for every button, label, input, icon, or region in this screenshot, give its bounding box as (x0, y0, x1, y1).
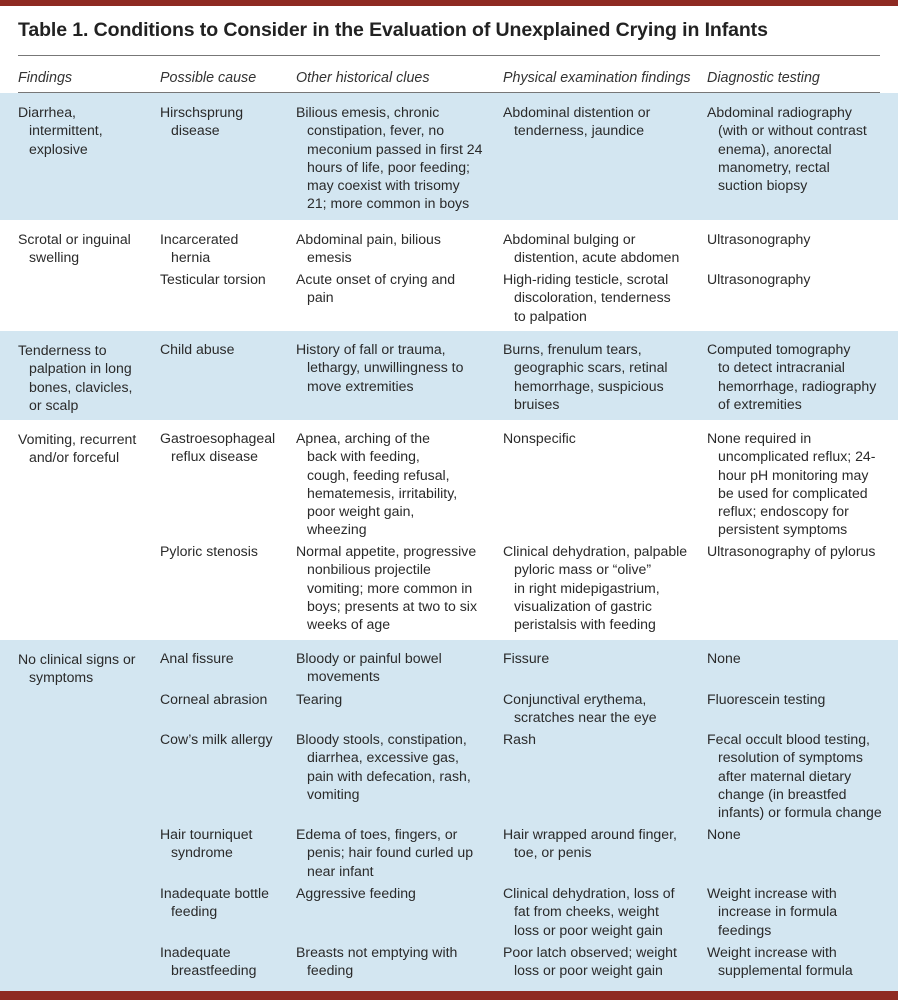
cell-line: Abdominal radiography (707, 104, 852, 120)
cell-line: move extremities (307, 377, 414, 394)
cell-line: change (in breastfed (718, 785, 847, 802)
cell-line: after maternal dietary (718, 767, 852, 784)
title-rule (18, 55, 880, 56)
top-accent-bar (0, 0, 898, 6)
cell-line: Incarcerated (160, 231, 239, 247)
header-historical-clues: Other historical clues (296, 70, 430, 86)
cell-line: 21; more common in boys (307, 195, 470, 212)
history-cell (296, 690, 342, 708)
cell-line: to detect intracranial (718, 359, 845, 376)
cell-line: hemorrhage, radiography (718, 377, 877, 394)
cell-line: scratches near the eye (514, 709, 657, 726)
cell-line: Burns, frenulum tears, (503, 341, 642, 357)
testing-cell (707, 340, 876, 413)
cell-line: None (707, 650, 741, 666)
cell-line: suction biopsy (718, 177, 808, 194)
cell-line: and/or forceful (29, 449, 120, 466)
cell-line: Cow’s milk allergy (160, 731, 273, 747)
cell-line: Fluorescein testing (707, 691, 826, 707)
cell-line: loss or poor weight gain (514, 962, 663, 979)
cell-line: Clinical dehydration, palpable (503, 543, 688, 559)
cell-line: palpation in long (29, 360, 132, 377)
cell-line: Inadequate bottle (160, 885, 269, 901)
cell-line: hernia (171, 249, 211, 266)
testing-cell (707, 649, 741, 667)
cell-line: None required in (707, 430, 812, 446)
cell-line: infants) or formula change (718, 804, 882, 821)
cell-line: penis; hair found curled up (307, 844, 474, 861)
cell-line: persistent symptoms (718, 521, 848, 538)
cell-line: Testicular torsion (160, 271, 266, 287)
exam-cell (503, 542, 687, 633)
cell-line: loss or poor weight gain (514, 921, 663, 938)
history-cell (296, 340, 463, 395)
cause-cell (160, 884, 269, 921)
header-exam-findings: Physical examination findings (503, 70, 691, 86)
cell-line: feeding (307, 962, 354, 979)
cell-line: Fissure (503, 650, 550, 666)
findings-cell (18, 230, 131, 267)
cell-line: tenderness, jaundice (514, 122, 645, 139)
header-findings: Findings (18, 70, 73, 86)
cell-line: vomiting; more common in (307, 579, 473, 596)
cell-line: pain (307, 289, 334, 306)
history-cell (296, 270, 455, 307)
cell-line: hematemesis, irritability, (307, 484, 458, 501)
header-diagnostic-testing: Diagnostic testing (707, 70, 820, 86)
cell-line: back with feeding, (307, 448, 420, 465)
cell-line: pain with defecation, rash, (307, 767, 471, 784)
cell-line: discoloration, tenderness (514, 289, 671, 306)
cell-line: bruises (514, 395, 560, 412)
history-cell (296, 943, 457, 980)
testing-cell (707, 270, 810, 288)
cell-line: Ultrasonography (707, 231, 811, 247)
cell-line: bones, clavicles, (29, 378, 133, 395)
cell-line: vomiting (307, 785, 360, 802)
cell-line: swelling (29, 249, 80, 266)
cell-line: Gastroesophageal (160, 430, 276, 446)
cell-line: None (707, 826, 741, 842)
column-headers (0, 70, 898, 90)
cause-cell (160, 730, 273, 748)
cell-line: Tenderness to (18, 342, 107, 358)
history-cell (296, 230, 441, 267)
cell-line: Bloody stools, constipation, (296, 731, 467, 747)
findings-cell (18, 341, 132, 414)
cell-line: High-riding testicle, scrotal (503, 271, 669, 287)
cell-line: Anal fissure (160, 650, 234, 666)
cell-line: hour pH monitoring may (718, 466, 869, 483)
testing-cell (707, 690, 825, 708)
cell-line: Breasts not emptying with (296, 944, 458, 960)
cell-line: increase in formula (718, 903, 838, 920)
history-cell (296, 429, 457, 539)
history-cell (296, 730, 471, 803)
cell-line: History of fall or trauma, (296, 341, 446, 357)
cell-line: Tearing (296, 691, 343, 707)
cell-line: Vomiting, recurrent (18, 431, 137, 447)
table-title: Table 1. Conditions to Consider in the Evaluation of Unexplained Crying in Infants (18, 19, 768, 41)
cell-line: Edema of toes, fingers, or (296, 826, 458, 842)
cell-line: hemorrhage, suspicious (514, 377, 664, 394)
history-cell (296, 103, 482, 213)
cell-line: wheezing (307, 521, 367, 538)
cell-line: may coexist with trisomy (307, 177, 460, 194)
cell-line: toe, or penis (514, 844, 592, 861)
testing-cell (707, 230, 810, 248)
cell-line: Inadequate (160, 944, 231, 960)
cell-line: distention, acute abdomen (514, 249, 680, 266)
cell-line: Ultrasonography of pylorus (707, 543, 876, 559)
cell-line: in right midepigastrium, (514, 579, 660, 596)
header-possible-cause: Possible cause (160, 70, 257, 86)
cell-line: Pyloric stenosis (160, 543, 258, 559)
cause-cell (160, 230, 238, 267)
cell-line: Aggressive feeding (296, 885, 416, 901)
cell-line: emesis (307, 249, 352, 266)
cell-line: resolution of symptoms (718, 749, 863, 766)
cause-cell (160, 542, 258, 560)
cell-line: of extremities (718, 395, 802, 412)
testing-cell (707, 103, 867, 194)
exam-cell (503, 884, 675, 939)
exam-cell (503, 340, 668, 413)
cell-line: pyloric mass or “olive” (514, 561, 652, 578)
cell-line: near infant (307, 862, 374, 879)
cause-cell (160, 429, 275, 466)
cell-line: hours of life, poor feeding; (307, 158, 470, 175)
cell-line: Bloody or painful bowel (296, 650, 442, 666)
exam-cell (503, 649, 549, 667)
findings-cell (18, 103, 103, 158)
finding-group (0, 640, 898, 991)
cause-cell (160, 943, 256, 980)
cell-line: Child abuse (160, 341, 235, 357)
cell-line: Computed tomography (707, 341, 851, 357)
cell-line: symptoms (29, 669, 94, 686)
findings-cell (18, 650, 136, 687)
cell-line: Hair wrapped around finger, (503, 826, 677, 842)
history-cell (296, 884, 416, 902)
cell-line: boys; presents at two to six (307, 597, 477, 614)
testing-cell (707, 884, 837, 939)
cell-line: geographic scars, retinal (514, 359, 668, 376)
cell-line: Nonspecific (503, 430, 576, 446)
cell-line: Acute onset of crying and (296, 271, 456, 287)
cell-line: Conjunctival erythema, (503, 691, 647, 707)
bottom-accent-bar (0, 991, 898, 1000)
exam-cell (503, 730, 536, 748)
cell-line: Rash (503, 731, 536, 747)
cell-line: nonbilious projectile (307, 561, 431, 578)
cell-line: enema), anorectal (718, 140, 832, 157)
cell-line: reflux; endoscopy for (718, 503, 849, 520)
cell-line: constipation, fever, no (307, 122, 445, 139)
cell-line: to palpation (514, 307, 587, 324)
cell-line: No clinical signs or (18, 651, 136, 667)
cell-line: intermittent, (29, 122, 103, 139)
exam-cell (503, 270, 671, 325)
exam-cell (503, 825, 677, 862)
cell-line: visualization of gastric (514, 597, 652, 614)
testing-cell (707, 542, 875, 560)
exam-cell (503, 690, 657, 727)
finding-group (0, 220, 898, 331)
cell-line: diarrhea, excessive gas, (307, 749, 459, 766)
cell-line: reflux disease (171, 448, 258, 465)
exam-cell (503, 103, 650, 140)
cell-line: Apnea, arching of the (296, 430, 430, 446)
cell-line: Hirschsprung (160, 104, 244, 120)
cell-line: Abdominal pain, bilious (296, 231, 441, 247)
cell-line: Abdominal bulging or (503, 231, 636, 247)
cell-line: Bilious emesis, chronic (296, 104, 440, 120)
cell-line: peristalsis with feeding (514, 616, 656, 633)
cell-line: feeding (171, 903, 218, 920)
cell-line: be used for complicated (718, 484, 868, 501)
cell-line: Hair tourniquet (160, 826, 253, 842)
cell-line: Corneal abrasion (160, 691, 268, 707)
cause-cell (160, 690, 267, 708)
cell-line: Weight increase with (707, 944, 837, 960)
cell-line: manometry, rectal (718, 158, 830, 175)
cell-line: Weight increase with (707, 885, 837, 901)
finding-group (0, 331, 898, 420)
history-cell (296, 649, 442, 686)
cell-line: poor weight gain, (307, 503, 415, 520)
cell-line: supplemental formula (718, 962, 853, 979)
cause-cell (160, 270, 266, 288)
findings-cell (18, 430, 136, 467)
cause-cell (160, 340, 234, 358)
cell-line: Clinical dehydration, loss of (503, 885, 675, 901)
cell-line: Normal appetite, progressive (296, 543, 477, 559)
cause-cell (160, 103, 243, 140)
cell-line: Poor latch observed; weight (503, 944, 677, 960)
cell-line: Abdominal distention or (503, 104, 651, 120)
cell-line: Diarrhea, (18, 104, 76, 120)
testing-cell (707, 730, 882, 821)
cell-line: fat from cheeks, weight (514, 903, 659, 920)
cell-line: Ultrasonography (707, 271, 811, 287)
testing-cell (707, 943, 853, 980)
cell-line: movements (307, 668, 380, 685)
finding-group (0, 420, 898, 640)
cause-cell (160, 825, 252, 862)
cell-line: cough, feeding refusal, (307, 466, 450, 483)
cell-line: (with or without contrast (718, 122, 867, 139)
exam-cell (503, 230, 679, 267)
cell-line: Scrotal or inguinal (18, 231, 131, 247)
cell-line: feedings (718, 921, 772, 938)
history-cell (296, 825, 473, 880)
cause-cell (160, 649, 234, 667)
history-cell (296, 542, 477, 633)
cell-line: Fecal occult blood testing, (707, 731, 870, 747)
cell-line: meconium passed in first 24 (307, 140, 483, 157)
cell-line: or scalp (29, 396, 79, 413)
cell-line: lethargy, unwillingness to (307, 359, 464, 376)
finding-group (0, 93, 898, 220)
testing-cell (707, 429, 875, 539)
exam-cell (503, 429, 576, 447)
cell-line: weeks of age (307, 616, 391, 633)
exam-cell (503, 943, 677, 980)
cell-line: explosive (29, 140, 88, 157)
cell-line: syndrome (171, 844, 233, 861)
cell-line: breastfeeding (171, 962, 257, 979)
cell-line: uncomplicated reflux; 24- (718, 448, 876, 465)
testing-cell (707, 825, 741, 843)
cell-line: disease (171, 122, 220, 139)
